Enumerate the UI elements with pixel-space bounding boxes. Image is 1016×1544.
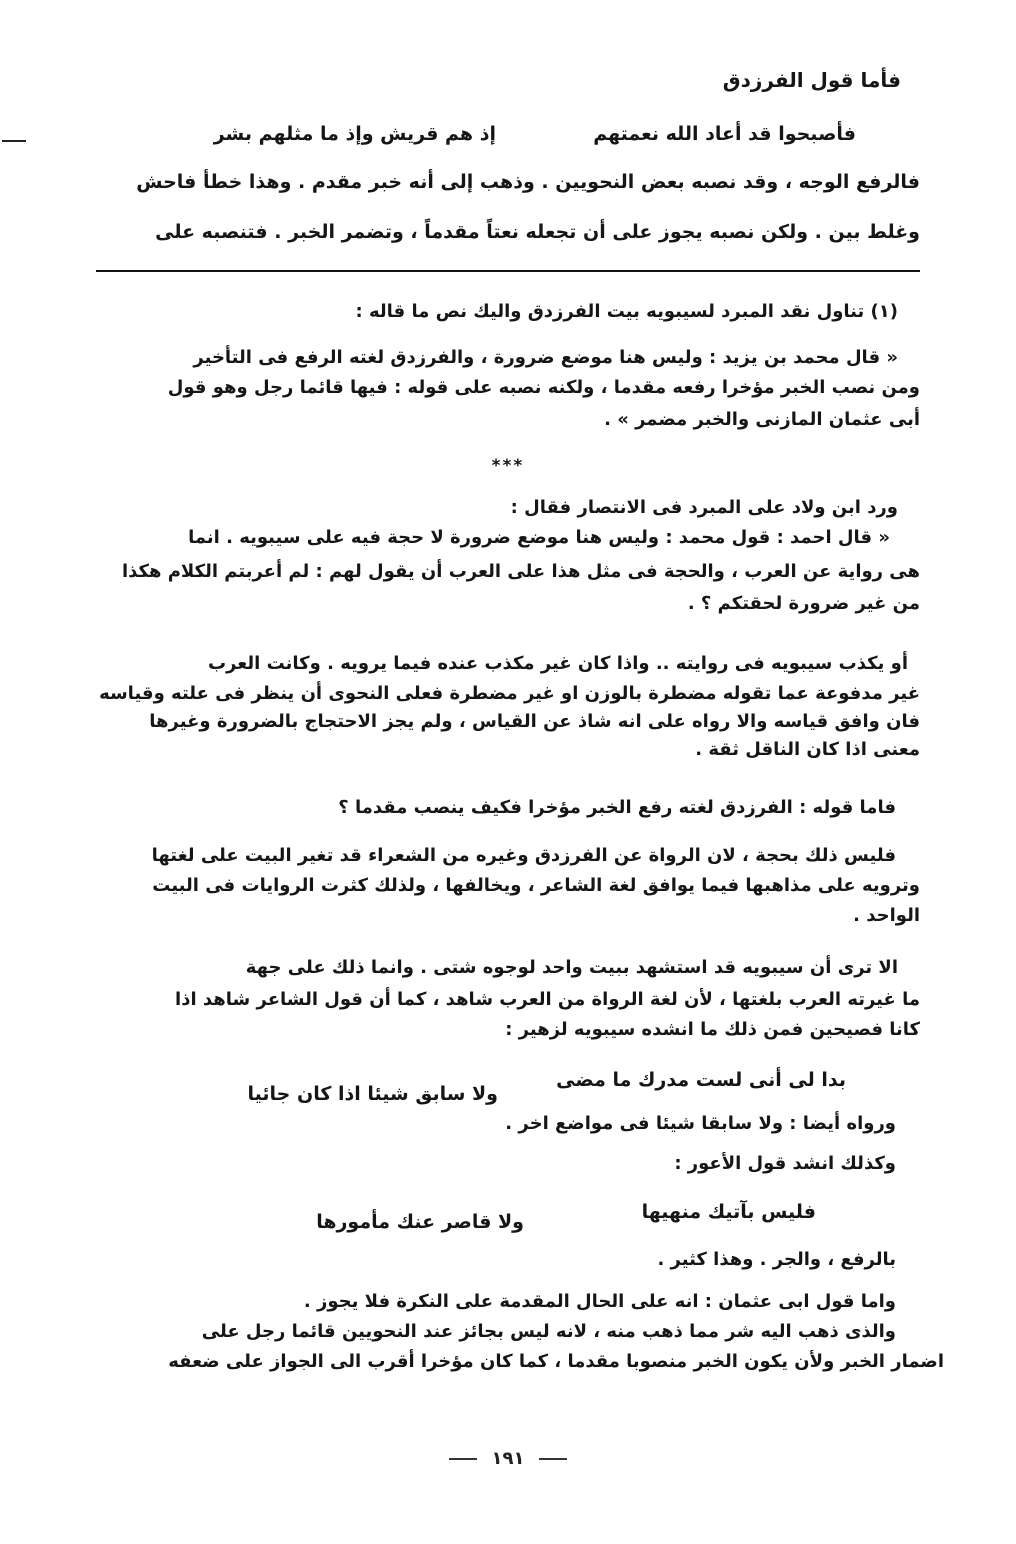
footnote-separator (96, 270, 920, 272)
section-7-line-2: وكذلك انشد قول الأعور : (674, 1153, 896, 1174)
section-2-line-4: من غير ضرورة لحقتكم ؟ . (687, 593, 920, 614)
verse-1-first-hemistich: فأصبحوا قد أعاد الله نعمتهم (593, 123, 856, 145)
main-text-line-2: وغلط بين . ولكن نصبه يجوز على أن تجعله نعتاً مقدماً ، وتضمر الخبر . فتنصبه على (155, 221, 920, 243)
section-2-line-3: هى رواية عن العرب ، والحجة فى مثل هذا على العرب أن يقول لهم : لم أعربتم الكلام هكذا (121, 561, 920, 582)
section-8-line-3: والذى ذهب اليه شر مما ذهب منه ، لانه ليس بجائز عند النحويين قائما رجل على (201, 1321, 896, 1342)
page-number-right-dash (539, 1458, 567, 1460)
verse-3-second-hemistich: ولا قاصر عنك مأمورها (316, 1211, 524, 1233)
section-6-line-3: كانا فصيحين فمن ذلك ما انشده سيبويه لزهير : (505, 1019, 920, 1040)
main-text-line-1: فالرفع الوجه ، وقد نصبه بعض النحويين . وذهب إلى أنه خبر مقدم . وهذا خطأ فاحش (136, 171, 920, 193)
footnote-line-3: ومن نصب الخبر مؤخرا رفعه مقدما ، ولكنه نصبه على قوله : فيها قائما رجل وهو قول (167, 377, 920, 398)
section-3-line-4: معنى اذا كان الناقل ثقة . (695, 739, 920, 760)
footnote-line-2: « قال محمد بن يزيد : وليس هنا موضع ضرورة ، والفرزدق لغته الرفع فى التأخير (193, 347, 898, 368)
section-5-line-1: فليس ذلك بحجة ، لان الرواة عن الفرزدق وغيره من الشعراء قد تغير البيت على لغتها (151, 845, 896, 866)
section-8-line-4: اضمار الخبر ولأن يكون الخبر منصوبا مقدما ، كما كان مؤخرا أقرب الى الجواز على ضعفه (168, 1351, 944, 1372)
section-3-line-2: غير مدفوعة عما تقوله مضطرة بالوزن او غير مضطرة فعلى النحوى أن ينظر فى علته وقياسه (99, 683, 920, 704)
page-number-value: ١٩١ (491, 1448, 525, 1469)
section-4-line-1: فاما قوله : الفرزدق لغته رفع الخبر مؤخرا فكيف ينصب مقدما ؟ (338, 797, 896, 818)
section-3-line-3: فان وافق قياسه والا رواه على انه شاذ عن القياس ، ولم يجز الاحتجاج بالضرورة وغيرها (149, 711, 920, 732)
footnote-line-1: (١) تناول نقد المبرد لسيبويه بيت الفرزدق واليك نص ما قاله : (355, 301, 898, 322)
section-5-line-3: الواحد . (853, 905, 920, 926)
section-6-line-1: الا ترى أن سيبويه قد استشهد ببيت واحد لوجوه شتى . وانما ذلك على جهة (245, 957, 898, 978)
margin-mark (2, 140, 26, 142)
section-6-line-2: ما غيرته العرب بلغتها ، لأن لغة الرواة من العرب شاهد ، كما أن قول الشاعر شاهد اذا (175, 989, 920, 1010)
section-7-line-1: ورواه أيضا : ولا سابقا شيئا فى مواضع اخر . (505, 1113, 896, 1134)
section-divider-asterisks: *** (491, 456, 525, 476)
section-2-line-1: ورد ابن ولاد على المبرد فى الانتصار فقال : (510, 497, 898, 518)
verse-3-first-hemistich: فليس بآتيك منهيها (641, 1201, 816, 1223)
section-5-line-2: وترويه على مذاهبها فيما يوافق لغة الشاعر ، ويخالفها ، ولذلك كثرت الروايات فى البيت (152, 875, 920, 896)
page-number-left-dash (449, 1458, 477, 1460)
page-number (0, 1448, 1016, 1469)
verse-1-second-hemistich: إذ هم قريش وإذ ما مثلهم بشر (213, 123, 496, 145)
section-3-line-1: أو يكذب سيبويه فى روايته .. واذا كان غير مكذب عنده فيما يرويه . وكانت العرب (207, 653, 908, 674)
page-header: فأما قول الفرزدق (722, 68, 901, 92)
verse-2-first-hemistich: بدا لى أنى لست مدرك ما مضى (556, 1069, 846, 1091)
section-8-line-1: بالرفع ، والجر . وهذا كثير . (657, 1249, 896, 1270)
section-8-line-2: واما قول ابى عثمان : انه على الحال المقدمة على النكرة فلا يجوز . (303, 1291, 896, 1312)
footnote-line-4: أبى عثمان المازنى والخبر مضمر » . (604, 409, 920, 430)
verse-2-second-hemistich: ولا سابق شيئا اذا كان جائيا (247, 1083, 498, 1105)
section-2-line-2: « قال احمد : قول محمد : وليس هنا موضع ضرورة لا حجة فيه على سيبويه . انما (188, 527, 890, 548)
